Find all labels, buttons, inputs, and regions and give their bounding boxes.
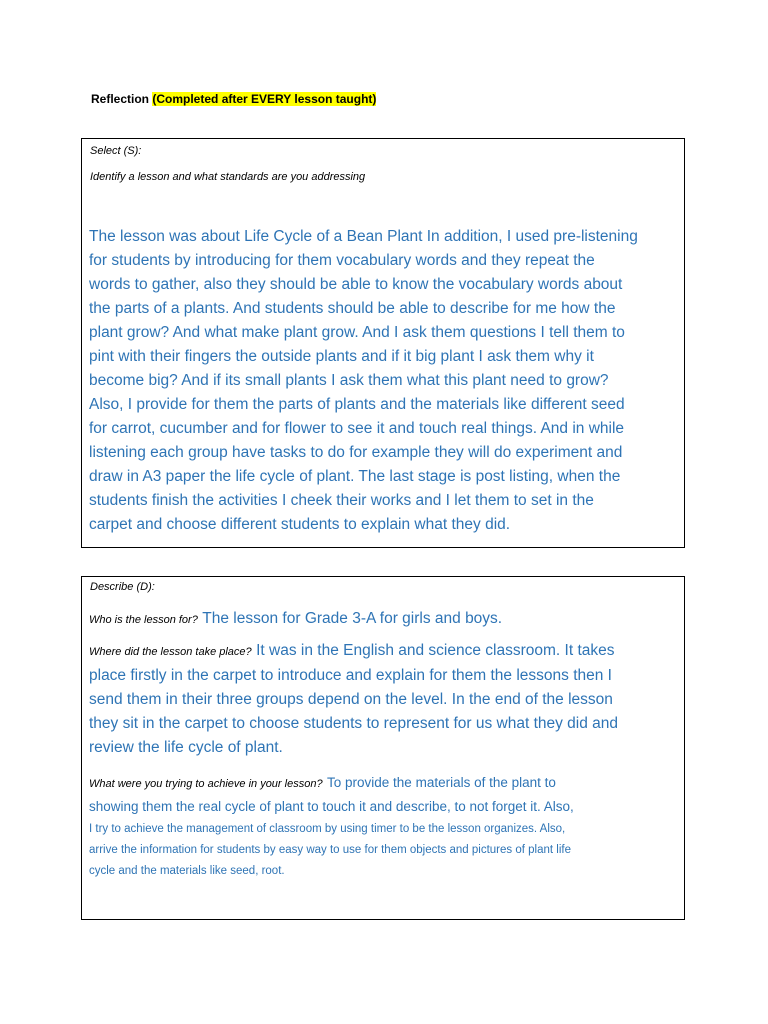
describe-section-box (81, 576, 685, 920)
select-answer-line: Also, I provide for them the parts of plants and the materials like different seed (89, 396, 625, 413)
where-answer-line: send them in their three groups depend on the level. In the end of the lesson (89, 691, 613, 708)
select-answer-line: plant grow? And what make plant grow. And I ask them questions I tell them to (89, 324, 625, 341)
where-answer-line: they sit in the carpet to choose students to represent for us what they did and (89, 715, 619, 732)
where-answer-first-line: It was in the English and science classroom. It takes (256, 642, 615, 659)
select-answer (89, 225, 679, 537)
select-prompt: Identify a lesson and what standards are you addressing (90, 171, 366, 183)
who-question: Who is the lesson for? (89, 614, 198, 626)
select-answer-line: words to gather, also they should be able to know the vocabulary words about (89, 276, 623, 293)
select-answer-line: pint with their fingers the outside plants and if it big plant I ask them why it (89, 348, 594, 365)
select-section-title: Select (S): (90, 145, 142, 157)
reflection-label: Reflection (91, 92, 150, 106)
where-question-block (89, 639, 681, 760)
select-answer-line: for students by introducing for them vocabulary words and they repeat the (89, 252, 595, 269)
select-section-box (81, 138, 685, 548)
where-answer-line: place firstly in the carpet to introduce and explain for them the lessons then I (89, 667, 612, 684)
select-answer-line: carpet and choose different students to explain what they did. (89, 516, 511, 533)
select-answer-line: the parts of a plants. And students should be able to describe for me how the (89, 300, 616, 317)
achieve-answer-first-line: To provide the materials of the plant to (327, 775, 556, 790)
describe-section-title: Describe (D): (90, 581, 155, 593)
where-question: Where did the lesson take place? (89, 646, 252, 658)
reflection-highlight-note: (Completed after EVERY lesson taught) (152, 92, 377, 106)
achieve-answer-line: cycle and the materials like seed, root. (89, 865, 285, 877)
who-question-block (89, 607, 681, 631)
who-answer: The lesson for Grade 3-A for girls and boys. (202, 610, 503, 627)
where-answer-line: review the life cycle of plant. (89, 739, 283, 756)
achieve-answer-line: arrive the information for students by easy way to use for them objects and pictures of plant life (89, 844, 571, 856)
achieve-answer-second-line: showing them the real cycle of plant to touch it and describe, to not forget it. Also, (89, 799, 574, 814)
achieve-answer-line: I try to achieve the management of classroom by using timer to be the lesson organizes. Also, (89, 823, 566, 835)
achieve-question: What were you trying to achieve in your lesson? (89, 778, 323, 790)
select-answer-line: draw in A3 paper the life cycle of plant. The last stage is post listing, when the (89, 468, 621, 485)
select-answer-line: become big? And if its small plants I ask them what this plant need to grow? (89, 372, 609, 389)
select-answer-line: The lesson was about Life Cycle of a Bean Plant In addition, I used pre-listening (89, 228, 638, 245)
achieve-question-block (89, 771, 681, 882)
select-answer-line: listening each group have tasks to do for example they will do experiment and (89, 444, 623, 461)
reflection-heading (91, 92, 376, 106)
select-answer-line: students finish the activities I cheek their works and I let them to set in the (89, 492, 594, 509)
select-answer-line: for carrot, cucumber and for flower to see it and touch real things. And in while (89, 420, 625, 437)
